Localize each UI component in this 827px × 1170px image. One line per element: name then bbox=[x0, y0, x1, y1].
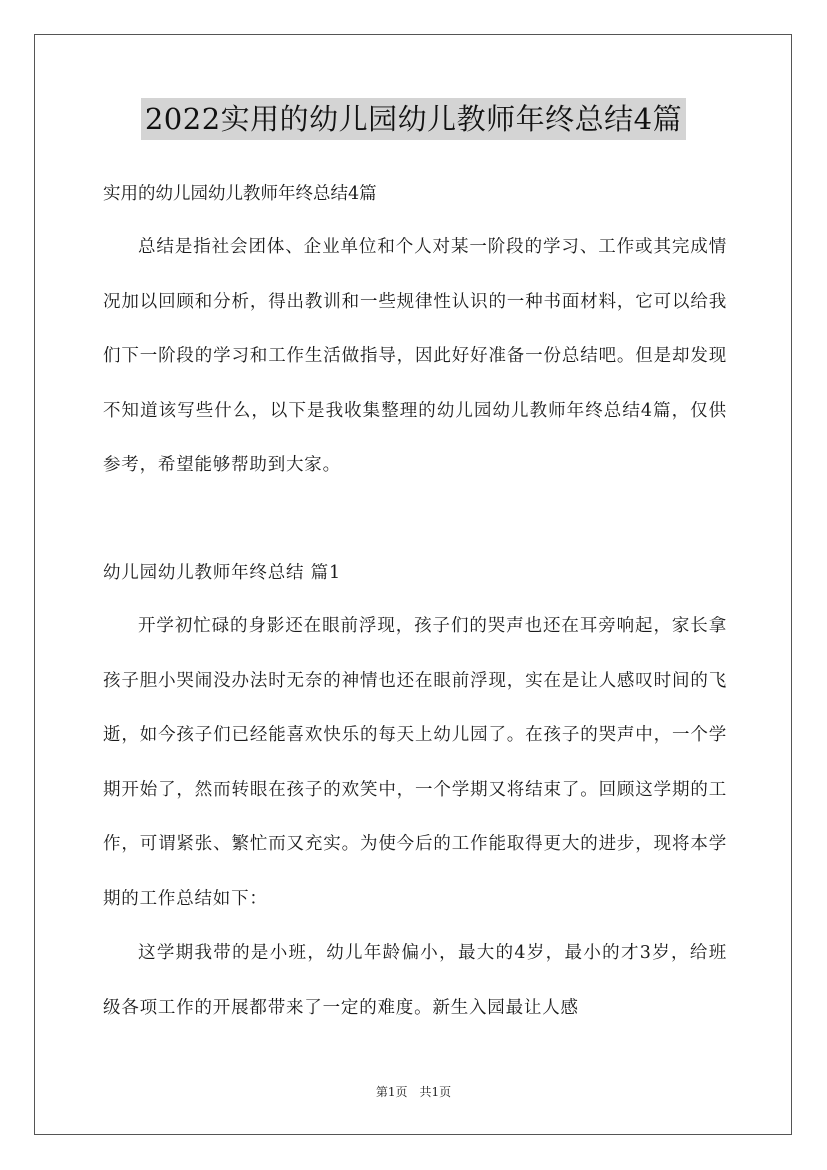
page-footer: 第1页 共1页 bbox=[375, 1085, 452, 1099]
section-heading: 幼儿园幼儿教师年终总结 篇1 bbox=[103, 563, 341, 583]
body-paragraph-2: 这学期我带的是小班，幼儿年龄偏小，最大的4岁，最小的才3岁，给班级各项工作的开展都带来了一定的难度。新生入园最让人感 bbox=[103, 943, 727, 1018]
body-paragraph-1: 开学初忙碌的身影还在眼前浮现，孩子们的哭声也还在耳旁响起，家长拿孩子胆小哭闹没办法时无奈的神情也还在眼前浮现，实在是让人感叹时间的飞逝，如今孩子们已经能喜欢快乐的每天上幼儿园了。在孩子的哭声中，一个学期开始了，然而转眼在孩子的欢笑中，一个学期又将结束了。回顾这学期的工作，可谓紧张、繁忙而又充实。为使今后的工作能取得更大的进步，现将本学期的工作总结如下： bbox=[103, 616, 727, 909]
title-container bbox=[0, 98, 827, 140]
document-title: 2022实用的幼儿园幼儿教师年终总结4篇 bbox=[141, 98, 686, 140]
intro-paragraph: 总结是指社会团体、企业单位和个人对某一阶段的学习、工作或其完成情况加以回顾和分析，得出教训和一些规律性认识的一种书面材料，它可以给我们下一阶段的学习和工作生活做指导，因此好好准备一份总结吧。但是却发现不知道该写些什么，以下是我收集整理的幼儿园幼儿教师年终总结4篇，仅供参考，希望能够帮助到大家。 bbox=[103, 237, 727, 475]
document-subtitle: 实用的幼儿园幼儿教师年终总结4篇 bbox=[103, 184, 377, 204]
